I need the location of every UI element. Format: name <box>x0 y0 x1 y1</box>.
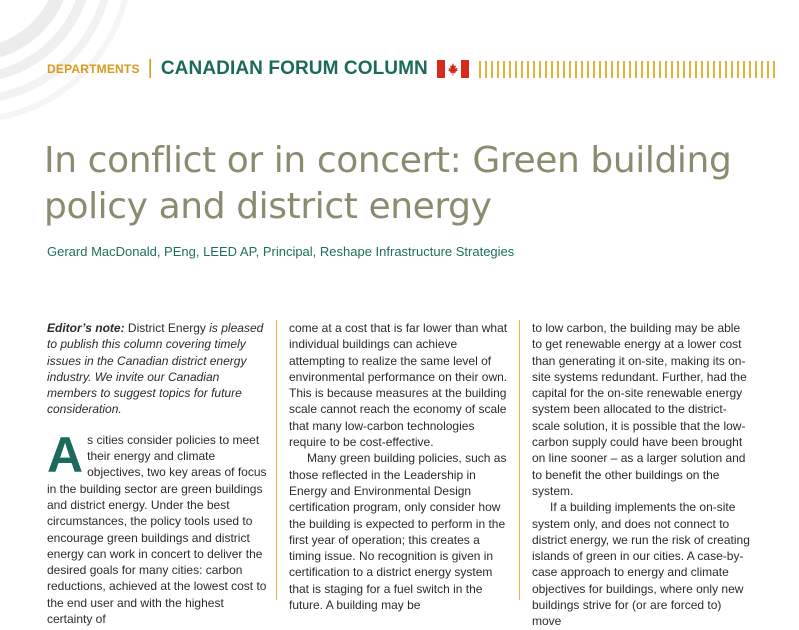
body-column-3 <box>532 320 752 630</box>
decorative-tick <box>749 61 751 78</box>
body-paragraph: If a building implements the on-site system only, and does not connect to district energy, we run the risk of creating islands of green in our cities. A case-by-case approach to energy and climate objectives for buildings, where only new buildings strive for (or are forced to) move <box>532 500 750 629</box>
decorative-tick <box>485 61 487 78</box>
decorative-tick <box>773 61 775 78</box>
column-name: CANADIAN FORUM COLUMN <box>160 58 428 79</box>
canada-flag-icon <box>437 60 469 78</box>
decorative-tick <box>539 61 541 78</box>
decorative-tick <box>581 61 583 78</box>
decorative-tick <box>671 61 673 78</box>
decorative-tick <box>497 61 499 78</box>
decorative-tick <box>527 61 529 78</box>
editors-note-body: is pleased to publish this column covering timely issues in the Canadian district energy industry. We invite our Canadian members to suggest topics for future consideration. <box>47 321 264 417</box>
body-paragraph <box>47 426 267 628</box>
body-column-2 <box>289 320 509 613</box>
decorative-tick <box>575 61 577 78</box>
decorative-tick <box>533 61 535 78</box>
body-paragraph: Many green building policies, such as those reflected in the Leadership in Energy and Environmental Design certification program, only consider how the building is expected to perform in the first year of operation; this creates a timing issue. No recognition is given in certification to a district energy system that is staging for a fuel switch in the future. A building may be <box>289 451 507 613</box>
decorative-tick <box>521 61 523 78</box>
decorative-tick <box>593 61 595 78</box>
decorative-tick <box>635 61 637 78</box>
decorative-tick <box>683 61 685 78</box>
editors-note-lead: District Energy <box>124 321 206 335</box>
decorative-tick <box>587 61 589 78</box>
decorative-tick <box>509 61 511 78</box>
drop-cap: A <box>47 426 84 483</box>
body-column-1 <box>47 320 267 627</box>
decorative-tick <box>491 61 493 78</box>
decorative-tick <box>695 61 697 78</box>
decorative-tick <box>515 61 517 78</box>
decorative-tick <box>713 61 715 78</box>
decorative-tick <box>665 61 667 78</box>
column-divider <box>276 320 277 600</box>
decorative-tick <box>737 61 739 78</box>
decorative-tick <box>569 61 571 78</box>
decorative-tick <box>653 61 655 78</box>
decorative-tick <box>599 61 601 78</box>
decorative-tick <box>545 61 547 78</box>
editors-note-label: Editor’s note: <box>47 321 125 335</box>
decorative-tick <box>623 61 625 78</box>
article-byline: Gerard MacDonald, PEng, LEED AP, Principal, Reshape Infrastructure Strategies <box>47 244 515 259</box>
decorative-tick <box>563 61 565 78</box>
decorative-tick <box>551 61 553 78</box>
decorative-tick <box>725 61 727 78</box>
decorative-tick <box>707 61 709 78</box>
decorative-tick <box>755 61 757 78</box>
decorative-tick <box>503 61 505 78</box>
decorative-tick <box>719 61 721 78</box>
decorative-tick <box>647 61 649 78</box>
editors-note <box>47 320 267 418</box>
decorative-ticks <box>479 60 775 78</box>
decorative-tick <box>659 61 661 78</box>
decorative-tick <box>617 61 619 78</box>
decorative-tick <box>761 61 763 78</box>
paragraph-text: s cities consider policies to meet their energy and climate objectives, two key areas of focus in the building sector are green buildings and district energy. Under the best circumstances, the policy tools used to encourage green buildings and district energy can work in concert to deliver the desired goals for many cities: carbon reductions, achieved at the lowest cost to the end user and with the highest certainty of <box>47 432 267 627</box>
decorative-tick <box>701 61 703 78</box>
section-header <box>47 56 775 82</box>
decorative-tick <box>629 61 631 78</box>
decorative-tick <box>557 61 559 78</box>
column-divider <box>519 320 520 600</box>
body-paragraph: to low carbon, the building may be able to get renewable energy at a lower cost than generating it on-site, making its on-site systems redundant. Further, had the capital for the on-site renewable energy system been allocated to the district-scale solution, it is possible that the low-carbon supply could have been brought on line sooner – as a larger solution and to benefit the other buildings on the system. <box>532 321 747 498</box>
decorative-tick <box>731 61 733 78</box>
department-label: DEPARTMENTS <box>47 62 140 76</box>
decorative-tick <box>689 61 691 78</box>
article-title: In conflict or in concert: Green building policy and district energy <box>44 140 732 227</box>
decorative-tick <box>641 61 643 78</box>
decorative-tick <box>479 61 481 78</box>
decorative-tick <box>611 61 613 78</box>
header-separator: | <box>147 57 153 79</box>
decorative-tick <box>605 61 607 78</box>
body-paragraph: come at a cost that is far lower than what individual buildings can achieve attempting to realize the same level of environmental performance on their own. This is because measures at the building scale cannot reach the economy of scale that many low-carbon technologies require to be cost-effective. <box>289 321 508 450</box>
decorative-tick <box>677 61 679 78</box>
decorative-tick <box>767 61 769 78</box>
decorative-tick <box>743 61 745 78</box>
